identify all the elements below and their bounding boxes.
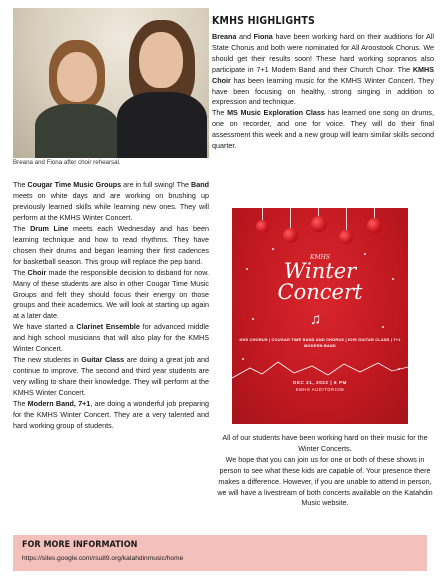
drum-rest: meets each Wednesday and has been learning technique and how to read rhythms. They have chosen their drums and began learning their first cadences for basketball season. This group will replace the pep band. bbox=[13, 223, 209, 266]
drum-pre: The bbox=[13, 223, 31, 233]
guitar-bold: Guitar Class bbox=[81, 355, 125, 365]
poster-kmhs: KMHS bbox=[310, 254, 330, 261]
cougar-pre: The bbox=[13, 180, 28, 189]
name-breana: Breana bbox=[212, 32, 237, 41]
choir-bold: Choir bbox=[27, 267, 47, 277]
poster-groups: KHS CHORUS | COUGAR TIME BAND AND CHORUS | KHS GUITAR CLASS | 7+1 MODERN BAND bbox=[239, 337, 401, 348]
closing-text bbox=[216, 433, 434, 509]
closing-paragraph-1: All of our students have been working hard on their music for the Winter Concerts. bbox=[222, 433, 428, 453]
music-note-icon: ♫ bbox=[310, 311, 322, 328]
more-info-box bbox=[13, 535, 427, 571]
highlights-paragraph-1 bbox=[212, 32, 434, 108]
p1-rest: have been working hard on their auditions for All State Chorus and both were nominated for All Aroostook Chorus. We should get their results soon! These hard working sopranos also participate in 7+1 Modern Band and their Church Choir. The bbox=[212, 32, 434, 74]
student-right bbox=[117, 20, 207, 158]
cougar-paragraph bbox=[13, 180, 209, 224]
clarinet-bold: Clarinet Ensemble bbox=[76, 322, 140, 332]
guitar-paragraph bbox=[13, 355, 209, 399]
ornament-icon bbox=[283, 228, 298, 243]
poster-concert: Concert bbox=[277, 280, 363, 304]
winter-concert-poster bbox=[232, 208, 408, 424]
poster-venue: KMHS AUDITORIUM bbox=[295, 387, 345, 392]
choir-pre: The bbox=[13, 267, 28, 277]
modern-pre: The bbox=[13, 399, 28, 409]
poster-winter: Winter bbox=[283, 259, 357, 283]
ornament-icon bbox=[311, 216, 327, 232]
music-groups-body bbox=[13, 180, 209, 432]
modern-paragraph bbox=[13, 399, 209, 432]
more-info-link[interactable]: https://sites.google.com/rsu89.org/katahdinmusic/home bbox=[22, 555, 184, 562]
cougar-mid: are in full swing! The bbox=[121, 180, 192, 189]
cougar-rest: meets on white days and are working on brushing up previously learned skills while learning new ones. They will perform at the KMHS Winter Concert. bbox=[13, 190, 209, 222]
clarinet-paragraph bbox=[13, 322, 209, 355]
clarinet-pre: We have started a bbox=[13, 322, 77, 332]
mountains-icon bbox=[232, 358, 408, 382]
and-text: and bbox=[236, 32, 254, 41]
photo-caption: Breana and Fiona after choir rehearsal. bbox=[13, 159, 121, 166]
poster-date: DEC 21, 2022 | 6 PM bbox=[293, 380, 347, 385]
cougar-bold: Cougar Time Music Groups bbox=[27, 180, 122, 189]
students-photo bbox=[13, 8, 209, 158]
clarinet-rest: for advanced middle and high school musicians that will also play for the KMHS Winter Concert. bbox=[13, 322, 209, 354]
more-info-title: FOR MORE INFORMATION bbox=[22, 540, 138, 550]
guitar-pre: The new students in bbox=[13, 355, 82, 365]
choir-paragraph bbox=[13, 268, 209, 323]
modern-rest: , are doing a wonderful job preparing for the KMHS Winter Concert. They are a very talented and hard working group of students. bbox=[13, 399, 210, 430]
ornament-icon bbox=[367, 218, 382, 233]
drum-paragraph bbox=[13, 224, 209, 268]
highlights-paragraph-2 bbox=[212, 108, 434, 152]
p2-rest: has learned one song on drums, one on recorder, and one for voice. They will do their final assessment this week and a new group will learn similar skills second quarter. bbox=[212, 108, 435, 151]
modern-bold: Modern Band, 7+1 bbox=[27, 399, 91, 409]
closing-paragraph-2: We hope that you can join us for one or both of these shows in person to see what these kids are capable of. Your presence there makes a difference. However, if you are unable to attend in person, we will have a livestream of both concerts available on the Katahdin Music website. bbox=[217, 454, 433, 508]
band-bold: Band bbox=[191, 180, 210, 189]
guitar-rest: are doing a great job and continue to improve. The second and third year students are very willing to share their knowledge. They will perform at the KMHS Winter Concert. bbox=[13, 355, 210, 398]
drum-bold: Drum Line bbox=[30, 223, 69, 233]
highlights-body bbox=[212, 32, 434, 152]
choir-rest: made the responsible decision to disband for now. Many of these students are also in other Cougar Time Music Groups and felt they should focus their energy on those groups and their academics. We will look at starting up again at a later date. bbox=[13, 267, 209, 321]
ornament-icon bbox=[339, 230, 353, 244]
p2-the: The bbox=[212, 108, 228, 118]
highlights-title: KMHS HIGHLIGHTS bbox=[212, 14, 315, 27]
name-fiona: Fiona bbox=[253, 32, 273, 41]
kmhs-choir: KMHS Choir bbox=[212, 64, 434, 85]
ms-music-class: MS Music Exploration Class bbox=[227, 108, 325, 118]
ornament-icon bbox=[256, 220, 269, 233]
p1-rest2: has been learning music for the KMHS Winter Concert. They have been focusing on healthy, strong singing in addition to expression and technique. bbox=[212, 75, 434, 107]
student-left bbox=[35, 40, 119, 158]
